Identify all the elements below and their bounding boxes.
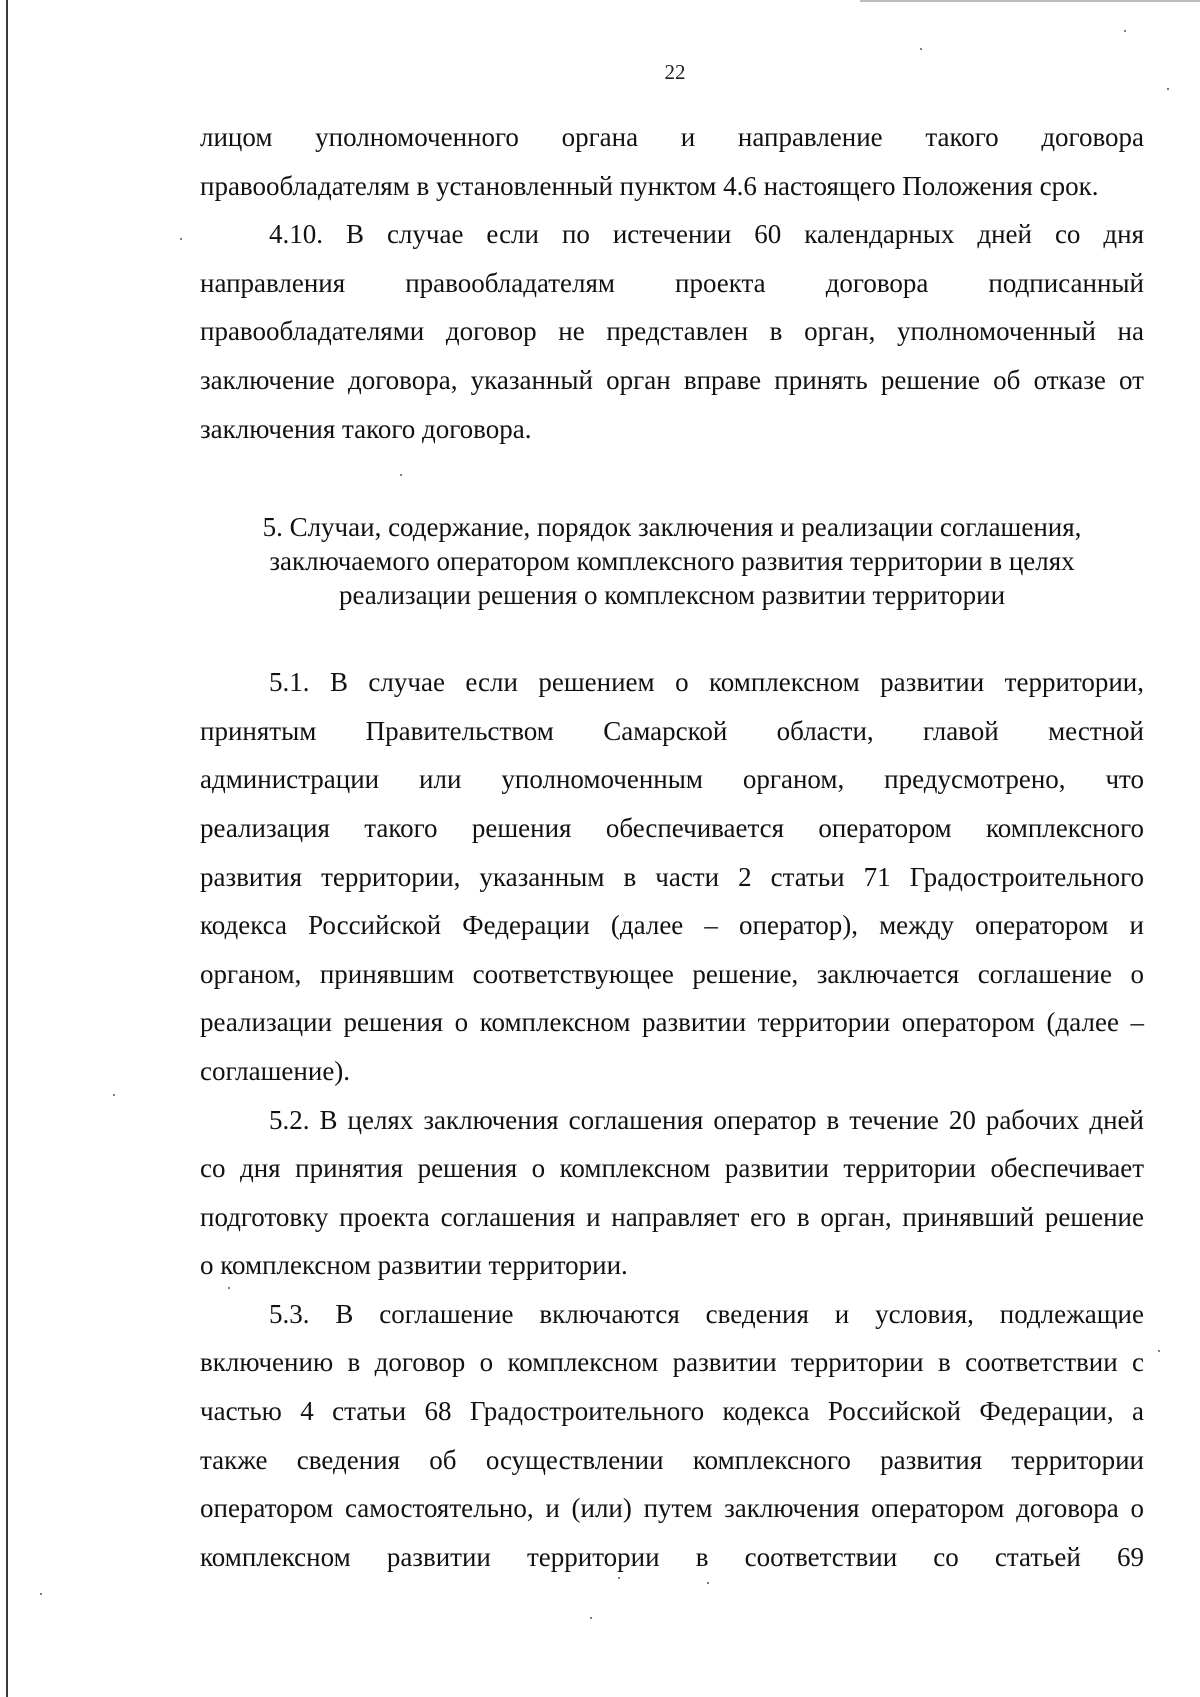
text-line: правообладателями договор не представлен в орган, уполномоченный на bbox=[200, 316, 1144, 347]
text-line: правообладателям в установленный пунктом 4.6 настоящего Положения срок. bbox=[200, 170, 1099, 201]
text-line: о комплексном развитии территории. bbox=[200, 1250, 628, 1281]
heading-line: реализации решения о комплексном развитии территории bbox=[338, 580, 1006, 611]
text-line: 5.2. В целях заключения соглашения оператор в течение 20 рабочих дней bbox=[269, 1104, 1144, 1135]
text-line: соглашение). bbox=[200, 1055, 351, 1086]
document-body bbox=[200, 113, 1144, 1581]
paragraph bbox=[200, 1096, 1144, 1290]
scan-speck bbox=[180, 238, 182, 240]
text-line: администрации или уполномоченным органом, предусмотрено, что bbox=[200, 764, 1144, 795]
scan-speck bbox=[228, 1287, 230, 1289]
text-line: со дня принятия решения о комплексном развитии территории обеспечивает bbox=[200, 1153, 1144, 1184]
paragraph bbox=[200, 113, 1144, 210]
section-heading bbox=[200, 510, 1144, 612]
scan-speck bbox=[1124, 30, 1126, 32]
scan-speck bbox=[113, 1094, 115, 1096]
text-line: заключения такого договора. bbox=[200, 413, 532, 444]
scan-speck bbox=[590, 1617, 592, 1619]
text-line: реализации решения о комплексном развитии территории оператором (далее – bbox=[200, 1007, 1144, 1038]
scan-speck bbox=[1158, 1350, 1160, 1352]
heading-line: заключаемого оператором комплексного развития территории в целях bbox=[269, 546, 1075, 577]
text-line: также сведения об осуществлении комплексного развития территории bbox=[200, 1444, 1144, 1475]
scan-speck bbox=[920, 48, 922, 50]
text-line: принятым Правительством Самарской области, главой местной bbox=[200, 715, 1144, 746]
scan-edge-top bbox=[860, 0, 1200, 2]
text-line: оператором самостоятельно, и (или) путем заключения оператором договора о bbox=[200, 1493, 1144, 1524]
page-number: 22 bbox=[664, 60, 686, 84]
scan-speck bbox=[400, 474, 402, 476]
text-line: частью 4 статьи 68 Градостроительного кодекса Российской Федерации, а bbox=[200, 1396, 1144, 1427]
paragraph bbox=[200, 1290, 1144, 1582]
paragraph bbox=[200, 210, 1144, 453]
text-line: 5.3. В соглашение включаются сведения и условия, подлежащие bbox=[269, 1298, 1144, 1329]
text-line: комплексном развитии территории в соответствии со статьей 69 bbox=[200, 1541, 1144, 1572]
scan-speck bbox=[40, 1593, 42, 1595]
paragraph bbox=[200, 658, 1144, 1095]
text-line: органом, принявшим соответствующее решение, заключается соглашение о bbox=[200, 958, 1144, 989]
text-line: реализация такого решения обеспечивается оператором комплексного bbox=[200, 812, 1144, 843]
scan-speck bbox=[1167, 88, 1169, 90]
scan-speck bbox=[618, 1577, 620, 1579]
text-line: включению в договор о комплексном развитии территории в соответствии с bbox=[200, 1347, 1144, 1378]
text-line: 4.10. В случае если по истечении 60 календарных дней со дня bbox=[269, 219, 1144, 250]
text-line: заключение договора, указанный орган вправе принять решение об отказе от bbox=[200, 364, 1144, 395]
text-line: лицом уполномоченного органа и направление такого договора bbox=[200, 122, 1144, 152]
text-line: развития территории, указанным в части 2 статьи 71 Градостроительного bbox=[200, 861, 1144, 892]
text-line: подготовку проекта соглашения и направляет его в орган, принявший решение bbox=[200, 1201, 1144, 1232]
text-line: 5.1. В случае если решением о комплексном развитии территории, bbox=[269, 667, 1144, 698]
scan-speck bbox=[707, 1582, 709, 1584]
heading-line: 5. Случаи, содержание, порядок заключения и реализации соглашения, bbox=[262, 512, 1082, 543]
scan-edge-left bbox=[6, 0, 8, 1697]
text-line: направления правообладателям проекта договора подписанный bbox=[200, 267, 1144, 298]
text-line: кодекса Российской Федерации (далее – оператор), между оператором и bbox=[200, 910, 1144, 941]
